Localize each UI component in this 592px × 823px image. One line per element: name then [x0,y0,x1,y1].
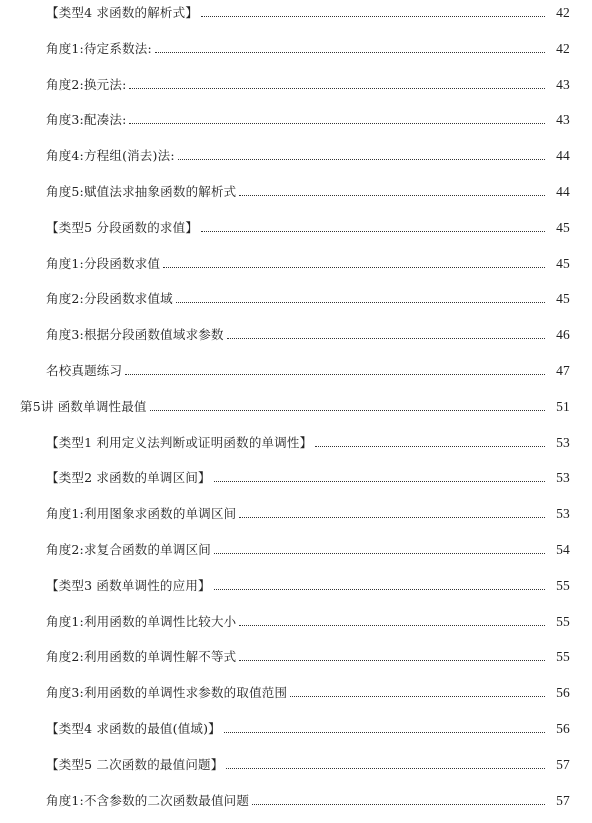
dot-leader [315,446,545,447]
toc-entry-title: 角度1:利用函数的单调性比较大小 [46,613,237,629]
toc-entry-page-number: 44 [556,148,570,164]
dot-leader [201,16,545,17]
dot-leader [129,88,545,89]
toc-entry-title: 【类型1 利用定义法判断或证明函数的单调性】 [46,434,313,450]
toc-entry-title: 【类型2 求函数的单调区间】 [46,470,211,486]
toc-entry[interactable] [46,607,570,629]
toc-entry[interactable] [46,463,570,485]
dot-leader [227,338,545,339]
toc-entry-title: 【类型4 求函数的解析式】 [46,5,199,20]
toc-entry-page-number: 55 [556,649,570,665]
dot-leader [252,804,545,805]
dot-leader [239,517,545,518]
toc-entry-page-number: 53 [556,506,570,522]
toc-entry[interactable] [46,213,570,235]
toc-entry-page-number: 45 [556,219,570,235]
dot-leader [176,302,545,303]
dot-leader [239,660,545,661]
toc-entry-title: 角度2:利用函数的单调性解不等式 [46,649,237,665]
toc-entry-title: 第5讲 函数单调性最值 [20,398,147,414]
toc-entry-title: 角度4:方程组(消去)法: [46,148,175,164]
toc-entry[interactable] [46,249,570,271]
toc-entry-page-number: 53 [556,470,570,486]
dot-leader [226,768,545,769]
toc-entry-title: 【类型5 二次函数的最值问题】 [46,756,224,772]
toc-entry-page-number: 51 [556,398,570,414]
toc-entry-title: 【类型4 求函数的最值(值域)】 [46,721,221,736]
toc-entry[interactable] [46,34,570,56]
dot-leader [163,267,545,268]
toc-entry-title: 角度2:分段函数求值域 [46,291,173,307]
toc-entry[interactable] [46,786,570,808]
toc-entry-page-number: 45 [556,291,570,307]
toc-entry-title: 角度1:分段函数求值 [46,255,161,271]
dot-leader [178,159,545,160]
toc-entry[interactable] [46,320,570,342]
toc-entry-page-number: 47 [556,363,570,378]
toc-entry-page-number: 43 [556,76,570,92]
toc-entry[interactable] [46,499,570,521]
dot-leader [214,481,545,482]
toc-entry[interactable] [46,0,570,20]
toc-entry[interactable] [46,141,570,163]
toc-entry-title: 角度3:配凑法: [46,112,127,128]
toc-entry-title: 角度1:不含参数的二次函数最值问题 [46,792,250,808]
toc-entry-title: 角度3:根据分段函数值域求参数 [46,327,224,343]
toc-entry-page-number: 42 [556,40,570,56]
toc-entry-page-number: 57 [556,756,570,772]
toc-entry-page-number: 53 [556,434,570,450]
dot-leader [290,696,545,697]
toc-entry-title: 角度1:待定系数法: [46,40,152,56]
toc-entry-title: 角度1:利用图象求函数的单调区间 [46,506,237,522]
dot-leader [155,52,545,53]
toc-entry-page-number: 44 [556,184,570,199]
toc-entry-page-number: 55 [556,577,570,593]
toc-entry[interactable] [46,105,570,127]
toc-entry[interactable] [46,571,570,593]
toc-entry-title: 【类型3 函数单调性的应用】 [46,577,211,593]
toc-entry[interactable] [46,356,570,378]
toc-entry[interactable] [46,714,570,736]
toc-entry-page-number: 54 [556,542,570,557]
toc-entry-title: 【类型5 分段函数的求值】 [46,219,199,235]
toc-entry-page-number: 56 [556,721,570,736]
dot-leader [224,732,545,733]
toc-entry[interactable] [46,750,570,772]
toc-entry-page-number: 55 [556,613,570,629]
dot-leader [239,625,545,626]
dot-leader [214,553,545,554]
dot-leader [125,374,545,375]
toc-entry-page-number: 57 [556,792,570,808]
toc-entry-title: 角度2:求复合函数的单调区间 [46,542,211,557]
dot-leader [201,231,545,232]
toc-entry-page-number: 43 [556,112,570,128]
toc-entry-page-number: 56 [556,685,570,701]
toc-entry-page-number: 42 [556,5,570,20]
dot-leader [214,589,545,590]
toc-entry[interactable] [46,177,570,199]
toc-entry[interactable] [46,284,570,306]
toc-entry[interactable] [20,392,570,414]
toc-entry-title: 角度5:赋值法求抽象函数的解析式 [46,184,237,199]
toc-entry-page-number: 46 [556,327,570,343]
dot-leader [150,410,545,411]
toc-entry-title: 角度3:利用函数的单调性求参数的取值范围 [46,685,288,701]
toc-entry-page-number: 45 [556,255,570,271]
toc-entry[interactable] [46,678,570,700]
toc-entry[interactable] [46,70,570,92]
dot-leader [239,195,545,196]
toc-entry-title: 名校真题练习 [46,363,123,378]
toc-entry[interactable] [46,642,570,664]
toc-entry-title: 角度2:换元法: [46,76,127,92]
dot-leader [129,123,545,124]
toc-entry[interactable] [46,535,570,557]
toc-entry[interactable] [46,428,570,450]
